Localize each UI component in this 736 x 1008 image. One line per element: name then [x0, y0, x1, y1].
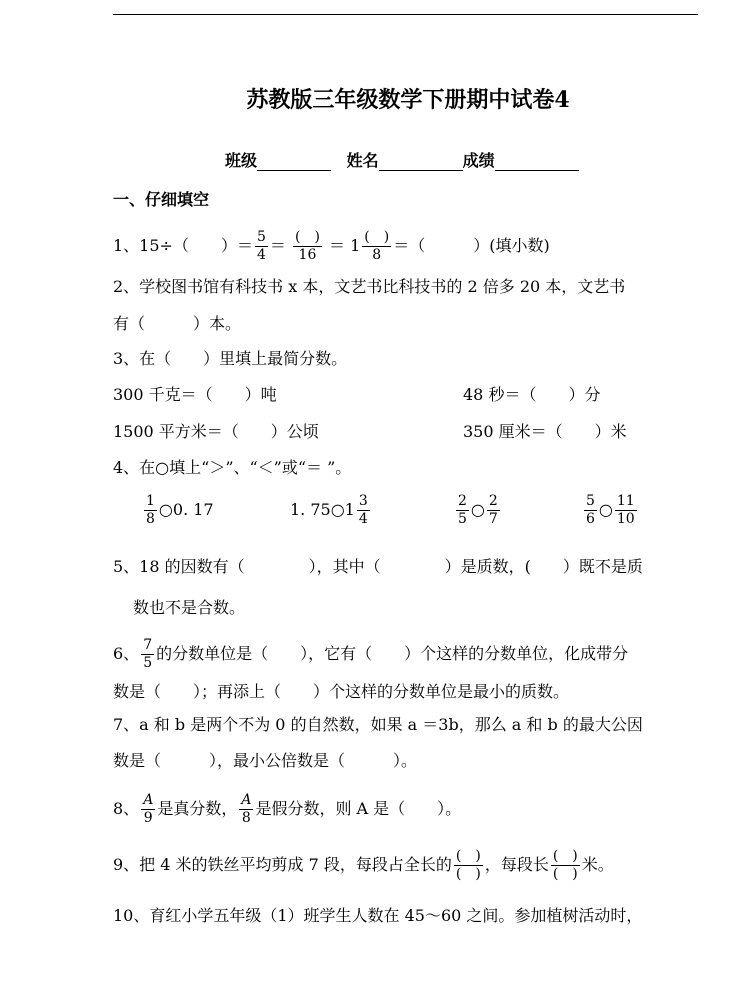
q8-mid: 是真分数， [157, 799, 238, 818]
class-label: 班级 [225, 151, 258, 170]
q4-i4-fraction-1 [584, 493, 597, 528]
q4-i4-den2: 10 [616, 511, 635, 527]
q1-eq1: ＝ [269, 236, 286, 255]
q4-i4-fraction-2 [615, 493, 637, 528]
q3-item-a: 300 千克＝（ ）吨 [113, 385, 277, 404]
q4-i2-fraction [357, 493, 370, 528]
q9-f2-den: ( ) [552, 866, 578, 882]
student-info [225, 148, 589, 171]
q4-item-3 [454, 493, 502, 528]
q9-prefix: 9、把 4 米的铁丝平均剪成 7 段，每段占全长的 [113, 855, 452, 874]
q4-i1-num: 1 [146, 493, 155, 509]
q4-i4-num2: 11 [616, 493, 635, 509]
q4-i2-num: 3 [358, 493, 368, 509]
page-title: 苏教版三年级数学下册期中试卷4 [246, 87, 570, 113]
question-6-line-2: 数是（ ）；再添上（ ）个这样的分数单位是最小的质数。 [113, 682, 570, 701]
name-blank[interactable] [379, 154, 463, 171]
q4-i1-rest: ○0. 17 [158, 500, 214, 519]
q1-f3-num: ( ) [364, 229, 390, 245]
q9-f1-num: ( ) [455, 848, 481, 864]
question-1 [113, 229, 550, 264]
q1-f2-den: 16 [298, 247, 317, 263]
q1-fraction-3 [362, 229, 391, 264]
q4-i3-fraction-2 [487, 493, 500, 528]
q1-suffix: ＝（ ）(填小数) [393, 236, 550, 255]
q1-fraction-1 [255, 229, 268, 264]
question-5-line-1: 5、18 的因数有（ ），其中（ ）是质数，( ）既不是质 [113, 557, 643, 576]
section-heading: 一、仔细填空 [113, 190, 210, 209]
q8-f1-num: A [143, 792, 154, 808]
q9-mid: ，每段长 [484, 855, 549, 874]
q4-item-2 [290, 493, 372, 528]
q4-i3-den2: 7 [488, 511, 498, 527]
q1-eq2: ＝ 1 [329, 236, 361, 255]
q3-item-b: 48 秒＝（ ）分 [463, 385, 601, 404]
q1-f2-num: ( ) [294, 229, 320, 245]
q4-i3-num1: 2 [458, 493, 467, 509]
q8-fraction-1 [141, 792, 155, 827]
q4-i3-num2: 2 [488, 493, 498, 509]
question-2-line-1: 2、学校图书馆有科技书 x 本，文艺书比科技书的 2 倍多 20 本，文艺书 [113, 277, 626, 296]
q4-i2-den: 4 [358, 511, 368, 527]
q1-fraction-2 [293, 229, 322, 264]
question-3: 3、在（ ）里填上最简分数。 [113, 349, 348, 368]
q8-f2-num: A [241, 792, 252, 808]
q4-i4-num1: 5 [586, 493, 595, 509]
question-5-line-2: 数也不是合数。 [133, 598, 246, 617]
q4-i1-den: 8 [146, 511, 155, 527]
name-label: 姓名 [346, 151, 379, 170]
q1-f1-den: 4 [256, 247, 266, 263]
q9-fraction-1 [454, 848, 483, 883]
q4-i2-pre: 1. 75○1 [290, 500, 355, 519]
question-7-line-2: 数是（ ），最小公倍数是（ ）。 [113, 751, 418, 770]
q6-f-num: 7 [143, 637, 153, 653]
question-6-line-1 [113, 637, 628, 672]
q9-f2-num: ( ) [552, 848, 578, 864]
question-2-line-2: 有（ ）本。 [113, 314, 242, 333]
q1-f3-den: 8 [372, 247, 382, 263]
question-9 [113, 848, 614, 883]
q8-suffix: 是假分数，则 A 是（ ）。 [255, 799, 462, 818]
question-8 [113, 792, 461, 827]
q4-i3-fraction-1 [456, 493, 469, 528]
q8-fraction-2 [239, 792, 253, 827]
q6-fraction [141, 637, 154, 672]
top-rule [113, 14, 698, 15]
q4-item-1 [142, 493, 214, 528]
class-blank[interactable] [257, 154, 331, 171]
q4-i4-den1: 6 [586, 511, 595, 527]
q6-prefix: 6、 [113, 644, 140, 663]
score-label: 成绩 [462, 151, 495, 170]
q4-i3-den1: 5 [458, 511, 467, 527]
q9-fraction-2 [551, 848, 580, 883]
q4-i3-mid: ○ [470, 500, 485, 519]
q1-prefix: 1、15÷（ ）＝ [113, 236, 253, 255]
score-blank[interactable] [495, 154, 579, 171]
q8-f2-den: 8 [241, 810, 251, 826]
q4-i4-mid: ○ [598, 500, 613, 519]
question-4: 4、在○填上“＞”、“＜”或“＝ ”。 [113, 458, 352, 477]
q1-f1-num: 5 [256, 229, 266, 245]
question-7-line-1: 7、a 和 b 是两个不为 0 的自然数，如果 a ＝3b，那么 a 和 b 的最大公因 [113, 715, 643, 734]
q3-item-c: 1500 平方米＝（ ）公顷 [113, 422, 319, 441]
q9-f1-den: ( ) [455, 866, 481, 882]
q8-prefix: 8、 [113, 799, 140, 818]
q9-suffix: 米。 [581, 855, 614, 874]
q4-item-4 [582, 493, 639, 528]
q8-f1-den: 9 [143, 810, 153, 826]
q3-item-d: 350 厘米＝（ ）米 [463, 422, 627, 441]
q6-line1-rest: 的分数单位是（ ），它有（ ）个这样的分数单位，化成带分 [156, 644, 629, 663]
q6-f-den: 5 [143, 655, 153, 671]
q4-i1-fraction [144, 493, 157, 528]
question-10-line-1: 10、育红小学五年级（1）班学生人数在 45～60 之间。参加植树活动时， [113, 906, 643, 925]
